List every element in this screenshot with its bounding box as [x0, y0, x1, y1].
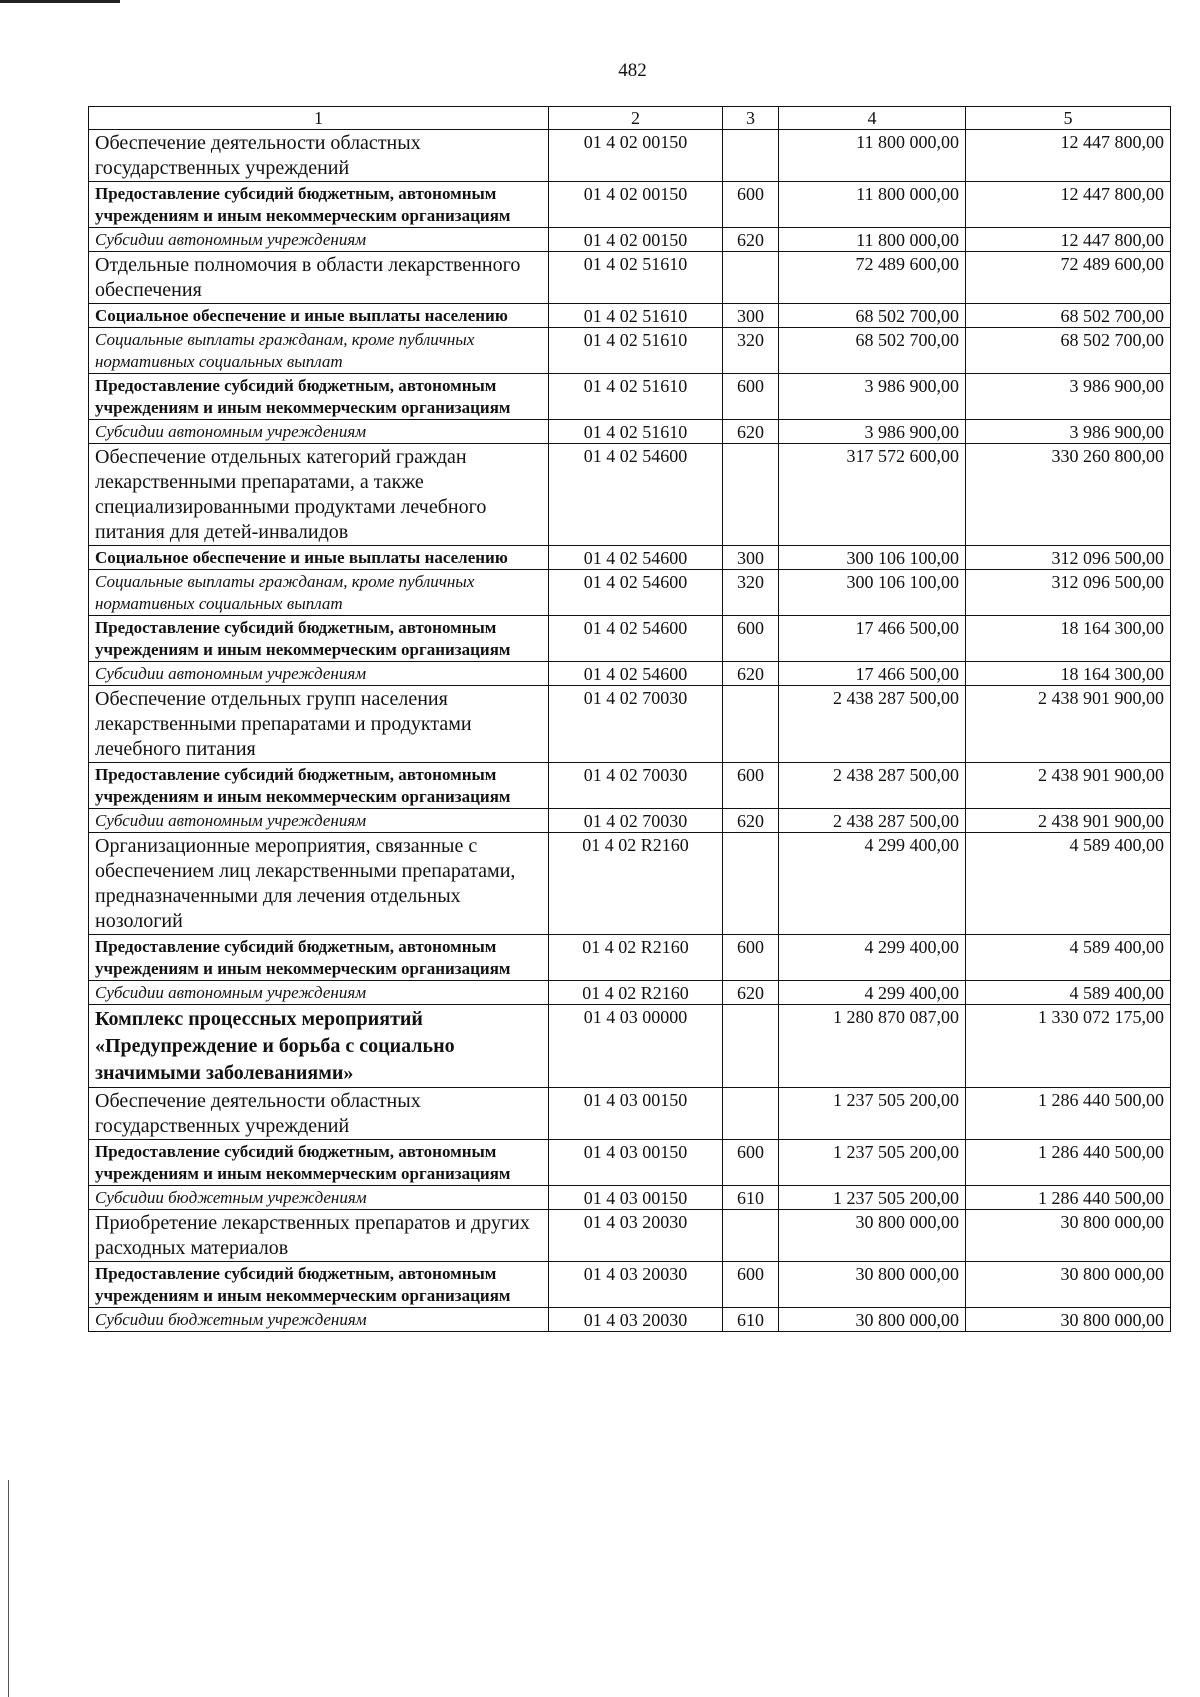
- row-amount-year-1-cell: 1 237 505 200,00: [779, 1088, 966, 1140]
- row-amount-year-2-cell: 2 438 901 900,00: [966, 763, 1171, 809]
- row-expense-type-cell: 300: [723, 304, 779, 328]
- table-row: [89, 546, 1171, 570]
- row-amount-year-1-cell: 30 800 000,00: [779, 1210, 966, 1262]
- row-amount-year-2-cell: 2 438 901 900,00: [966, 809, 1171, 833]
- row-name-cell: Субсидии автономным учреждениям: [89, 420, 549, 444]
- row-amount-year-2-cell: 72 489 600,00: [966, 252, 1171, 304]
- row-code-cell: 01 4 03 00150: [549, 1186, 723, 1210]
- row-amount-year-1-cell: 30 800 000,00: [779, 1262, 966, 1308]
- row-amount-year-2-cell: 1 286 440 500,00: [966, 1088, 1171, 1140]
- row-amount-year-1-cell: 1 280 870 087,00: [779, 1005, 966, 1088]
- row-code-cell: 01 4 02 51610: [549, 420, 723, 444]
- row-code-cell: 01 4 02 54600: [549, 444, 723, 546]
- row-code-cell: 01 4 02 R2160: [549, 981, 723, 1005]
- row-expense-type-cell: [723, 1005, 779, 1088]
- row-expense-type-cell: 600: [723, 374, 779, 420]
- scan-edge-mark: [0, 0, 120, 3]
- column-header-amount-year-2: 5: [966, 107, 1171, 130]
- table-row: [89, 935, 1171, 981]
- table-row: [89, 686, 1171, 763]
- row-amount-year-1-cell: 300 106 100,00: [779, 570, 966, 616]
- row-amount-year-1-cell: 1 237 505 200,00: [779, 1186, 966, 1210]
- row-amount-year-1-cell: 2 438 287 500,00: [779, 763, 966, 809]
- row-amount-year-1-cell: 4 299 400,00: [779, 981, 966, 1005]
- row-amount-year-2-cell: 3 986 900,00: [966, 374, 1171, 420]
- row-amount-year-1-cell: 2 438 287 500,00: [779, 686, 966, 763]
- table-header-row: [89, 107, 1171, 130]
- row-name-cell: Субсидии бюджетным учреждениям: [89, 1186, 549, 1210]
- row-code-cell: 01 4 02 70030: [549, 763, 723, 809]
- row-expense-type-cell: 610: [723, 1186, 779, 1210]
- row-expense-type-cell: 620: [723, 662, 779, 686]
- row-expense-type-cell: 600: [723, 182, 779, 228]
- row-amount-year-2-cell: 4 589 400,00: [966, 935, 1171, 981]
- row-name-cell: Предоставление субсидий бюджетным, автономным учреждениям и иным некоммерческим организациям: [89, 1140, 549, 1186]
- table-row: [89, 444, 1171, 546]
- row-amount-year-2-cell: 18 164 300,00: [966, 662, 1171, 686]
- row-amount-year-2-cell: 12 447 800,00: [966, 130, 1171, 182]
- table-row: [89, 182, 1171, 228]
- column-header-amount-year-1: 4: [779, 107, 966, 130]
- table-row: [89, 304, 1171, 328]
- row-code-cell: 01 4 02 70030: [549, 686, 723, 763]
- row-amount-year-2-cell: 68 502 700,00: [966, 304, 1171, 328]
- table-row: [89, 763, 1171, 809]
- table-row: [89, 662, 1171, 686]
- row-amount-year-1-cell: 2 438 287 500,00: [779, 809, 966, 833]
- table-row: [89, 1262, 1171, 1308]
- row-code-cell: 01 4 02 00150: [549, 182, 723, 228]
- row-amount-year-2-cell: 330 260 800,00: [966, 444, 1171, 546]
- table-row: [89, 1005, 1171, 1088]
- row-name-cell: Обеспечение деятельности областных государственных учреждений: [89, 1088, 549, 1140]
- row-expense-type-cell: 620: [723, 420, 779, 444]
- scan-edge-line: [8, 1480, 9, 1697]
- row-expense-type-cell: [723, 1088, 779, 1140]
- row-expense-type-cell: 620: [723, 228, 779, 252]
- row-amount-year-2-cell: 4 589 400,00: [966, 981, 1171, 1005]
- row-code-cell: 01 4 03 20030: [549, 1308, 723, 1332]
- row-expense-type-cell: 320: [723, 328, 779, 374]
- row-amount-year-2-cell: 312 096 500,00: [966, 570, 1171, 616]
- row-amount-year-1-cell: 4 299 400,00: [779, 935, 966, 981]
- row-code-cell: 01 4 02 00150: [549, 228, 723, 252]
- table-row: [89, 1140, 1171, 1186]
- row-amount-year-1-cell: 3 986 900,00: [779, 374, 966, 420]
- table-row: [89, 570, 1171, 616]
- row-code-cell: 01 4 02 54600: [549, 546, 723, 570]
- row-code-cell: 01 4 02 51610: [549, 328, 723, 374]
- row-name-cell: Предоставление субсидий бюджетным, автономным учреждениям и иным некоммерческим организациям: [89, 763, 549, 809]
- row-expense-type-cell: 600: [723, 935, 779, 981]
- column-header-name: 1: [89, 107, 549, 130]
- row-amount-year-1-cell: 3 986 900,00: [779, 420, 966, 444]
- row-code-cell: 01 4 02 51610: [549, 304, 723, 328]
- table-row: [89, 420, 1171, 444]
- row-amount-year-1-cell: 72 489 600,00: [779, 252, 966, 304]
- table-row: [89, 1210, 1171, 1262]
- row-name-cell: Обеспечение отдельных групп населения лекарственными препаратами и продуктами лечебного питания: [89, 686, 549, 763]
- row-expense-type-cell: 610: [723, 1308, 779, 1332]
- row-amount-year-2-cell: 30 800 000,00: [966, 1210, 1171, 1262]
- row-name-cell: Комплекс процессных мероприятий «Предупреждение и борьба с социально значимыми заболеваниями»: [89, 1005, 549, 1088]
- row-amount-year-2-cell: 12 447 800,00: [966, 182, 1171, 228]
- table-row: [89, 809, 1171, 833]
- row-expense-type-cell: 620: [723, 981, 779, 1005]
- row-code-cell: 01 4 02 54600: [549, 662, 723, 686]
- row-code-cell: 01 4 03 00000: [549, 1005, 723, 1088]
- table-row: [89, 374, 1171, 420]
- row-expense-type-cell: [723, 444, 779, 546]
- row-name-cell: Субсидии автономным учреждениям: [89, 228, 549, 252]
- row-name-cell: Социальные выплаты гражданам, кроме публичных нормативных социальных выплат: [89, 328, 549, 374]
- row-code-cell: 01 4 02 51610: [549, 374, 723, 420]
- row-expense-type-cell: [723, 1210, 779, 1262]
- row-name-cell: Социальное обеспечение и иные выплаты населению: [89, 546, 549, 570]
- table-row: [89, 252, 1171, 304]
- budget-table: [88, 106, 1171, 1332]
- table-row: [89, 1308, 1171, 1332]
- row-name-cell: Субсидии автономным учреждениям: [89, 809, 549, 833]
- row-name-cell: Предоставление субсидий бюджетным, автономным учреждениям и иным некоммерческим организациям: [89, 1262, 549, 1308]
- row-expense-type-cell: 620: [723, 809, 779, 833]
- table-row: [89, 1186, 1171, 1210]
- row-amount-year-1-cell: 11 800 000,00: [779, 182, 966, 228]
- row-amount-year-2-cell: 68 502 700,00: [966, 328, 1171, 374]
- row-expense-type-cell: 320: [723, 570, 779, 616]
- row-amount-year-1-cell: 4 299 400,00: [779, 833, 966, 935]
- row-code-cell: 01 4 02 54600: [549, 616, 723, 662]
- row-amount-year-1-cell: 68 502 700,00: [779, 328, 966, 374]
- table-row: [89, 981, 1171, 1005]
- row-name-cell: Социальные выплаты гражданам, кроме публичных нормативных социальных выплат: [89, 570, 549, 616]
- row-amount-year-2-cell: 4 589 400,00: [966, 833, 1171, 935]
- row-amount-year-2-cell: 1 286 440 500,00: [966, 1140, 1171, 1186]
- row-code-cell: 01 4 02 R2160: [549, 935, 723, 981]
- page-number: 482: [618, 60, 647, 81]
- row-expense-type-cell: 600: [723, 1262, 779, 1308]
- row-amount-year-1-cell: 11 800 000,00: [779, 228, 966, 252]
- table-row: [89, 228, 1171, 252]
- table-body: [89, 107, 1171, 1332]
- row-expense-type-cell: [723, 252, 779, 304]
- column-header-code: 2: [549, 107, 723, 130]
- row-name-cell: Обеспечение отдельных категорий граждан лекарственными препаратами, а также специализированными продуктами лечебного питания для детей-инвалидов: [89, 444, 549, 546]
- row-amount-year-2-cell: 30 800 000,00: [966, 1262, 1171, 1308]
- row-code-cell: 01 4 03 00150: [549, 1140, 723, 1186]
- row-amount-year-2-cell: 12 447 800,00: [966, 228, 1171, 252]
- table-row: [89, 1088, 1171, 1140]
- row-expense-type-cell: 600: [723, 763, 779, 809]
- row-expense-type-cell: 600: [723, 1140, 779, 1186]
- row-name-cell: Социальное обеспечение и иные выплаты населению: [89, 304, 549, 328]
- row-name-cell: Предоставление субсидий бюджетным, автономным учреждениям и иным некоммерческим организациям: [89, 374, 549, 420]
- row-name-cell: Предоставление субсидий бюджетным, автономным учреждениям и иным некоммерческим организациям: [89, 616, 549, 662]
- row-code-cell: 01 4 03 20030: [549, 1262, 723, 1308]
- row-name-cell: Субсидии автономным учреждениям: [89, 981, 549, 1005]
- row-name-cell: Субсидии автономным учреждениям: [89, 662, 549, 686]
- row-expense-type-cell: 600: [723, 616, 779, 662]
- table-row: [89, 616, 1171, 662]
- column-header-expense-type: 3: [723, 107, 779, 130]
- row-name-cell: Предоставление субсидий бюджетным, автономным учреждениям и иным некоммерческим организациям: [89, 182, 549, 228]
- row-code-cell: 01 4 02 70030: [549, 809, 723, 833]
- row-amount-year-1-cell: 30 800 000,00: [779, 1308, 966, 1332]
- row-amount-year-1-cell: 1 237 505 200,00: [779, 1140, 966, 1186]
- row-amount-year-1-cell: 17 466 500,00: [779, 662, 966, 686]
- row-name-cell: Отдельные полномочия в области лекарственного обеспечения: [89, 252, 549, 304]
- row-code-cell: 01 4 03 20030: [549, 1210, 723, 1262]
- row-code-cell: 01 4 02 51610: [549, 252, 723, 304]
- row-code-cell: 01 4 02 00150: [549, 130, 723, 182]
- row-expense-type-cell: [723, 686, 779, 763]
- row-amount-year-2-cell: 18 164 300,00: [966, 616, 1171, 662]
- row-amount-year-1-cell: 17 466 500,00: [779, 616, 966, 662]
- row-amount-year-2-cell: 312 096 500,00: [966, 546, 1171, 570]
- table-row: [89, 130, 1171, 182]
- row-amount-year-1-cell: 300 106 100,00: [779, 546, 966, 570]
- row-amount-year-2-cell: 1 330 072 175,00: [966, 1005, 1171, 1088]
- table-row: [89, 833, 1171, 935]
- row-amount-year-1-cell: 68 502 700,00: [779, 304, 966, 328]
- row-name-cell: Организационные мероприятия, связанные с обеспечением лиц лекарственными препаратами, предназначенными для лечения отдельных нозологий: [89, 833, 549, 935]
- row-amount-year-2-cell: 3 986 900,00: [966, 420, 1171, 444]
- row-code-cell: 01 4 02 54600: [549, 570, 723, 616]
- row-name-cell: Приобретение лекарственных препаратов и других расходных материалов: [89, 1210, 549, 1262]
- row-name-cell: Обеспечение деятельности областных государственных учреждений: [89, 130, 549, 182]
- row-code-cell: 01 4 02 R2160: [549, 833, 723, 935]
- row-amount-year-1-cell: 11 800 000,00: [779, 130, 966, 182]
- row-name-cell: Предоставление субсидий бюджетным, автономным учреждениям и иным некоммерческим организациям: [89, 935, 549, 981]
- row-expense-type-cell: 300: [723, 546, 779, 570]
- row-amount-year-2-cell: 2 438 901 900,00: [966, 686, 1171, 763]
- table-row: [89, 328, 1171, 374]
- row-amount-year-2-cell: 1 286 440 500,00: [966, 1186, 1171, 1210]
- row-amount-year-2-cell: 30 800 000,00: [966, 1308, 1171, 1332]
- row-amount-year-1-cell: 317 572 600,00: [779, 444, 966, 546]
- row-name-cell: Субсидии бюджетным учреждениям: [89, 1308, 549, 1332]
- row-expense-type-cell: [723, 833, 779, 935]
- row-code-cell: 01 4 03 00150: [549, 1088, 723, 1140]
- row-expense-type-cell: [723, 130, 779, 182]
